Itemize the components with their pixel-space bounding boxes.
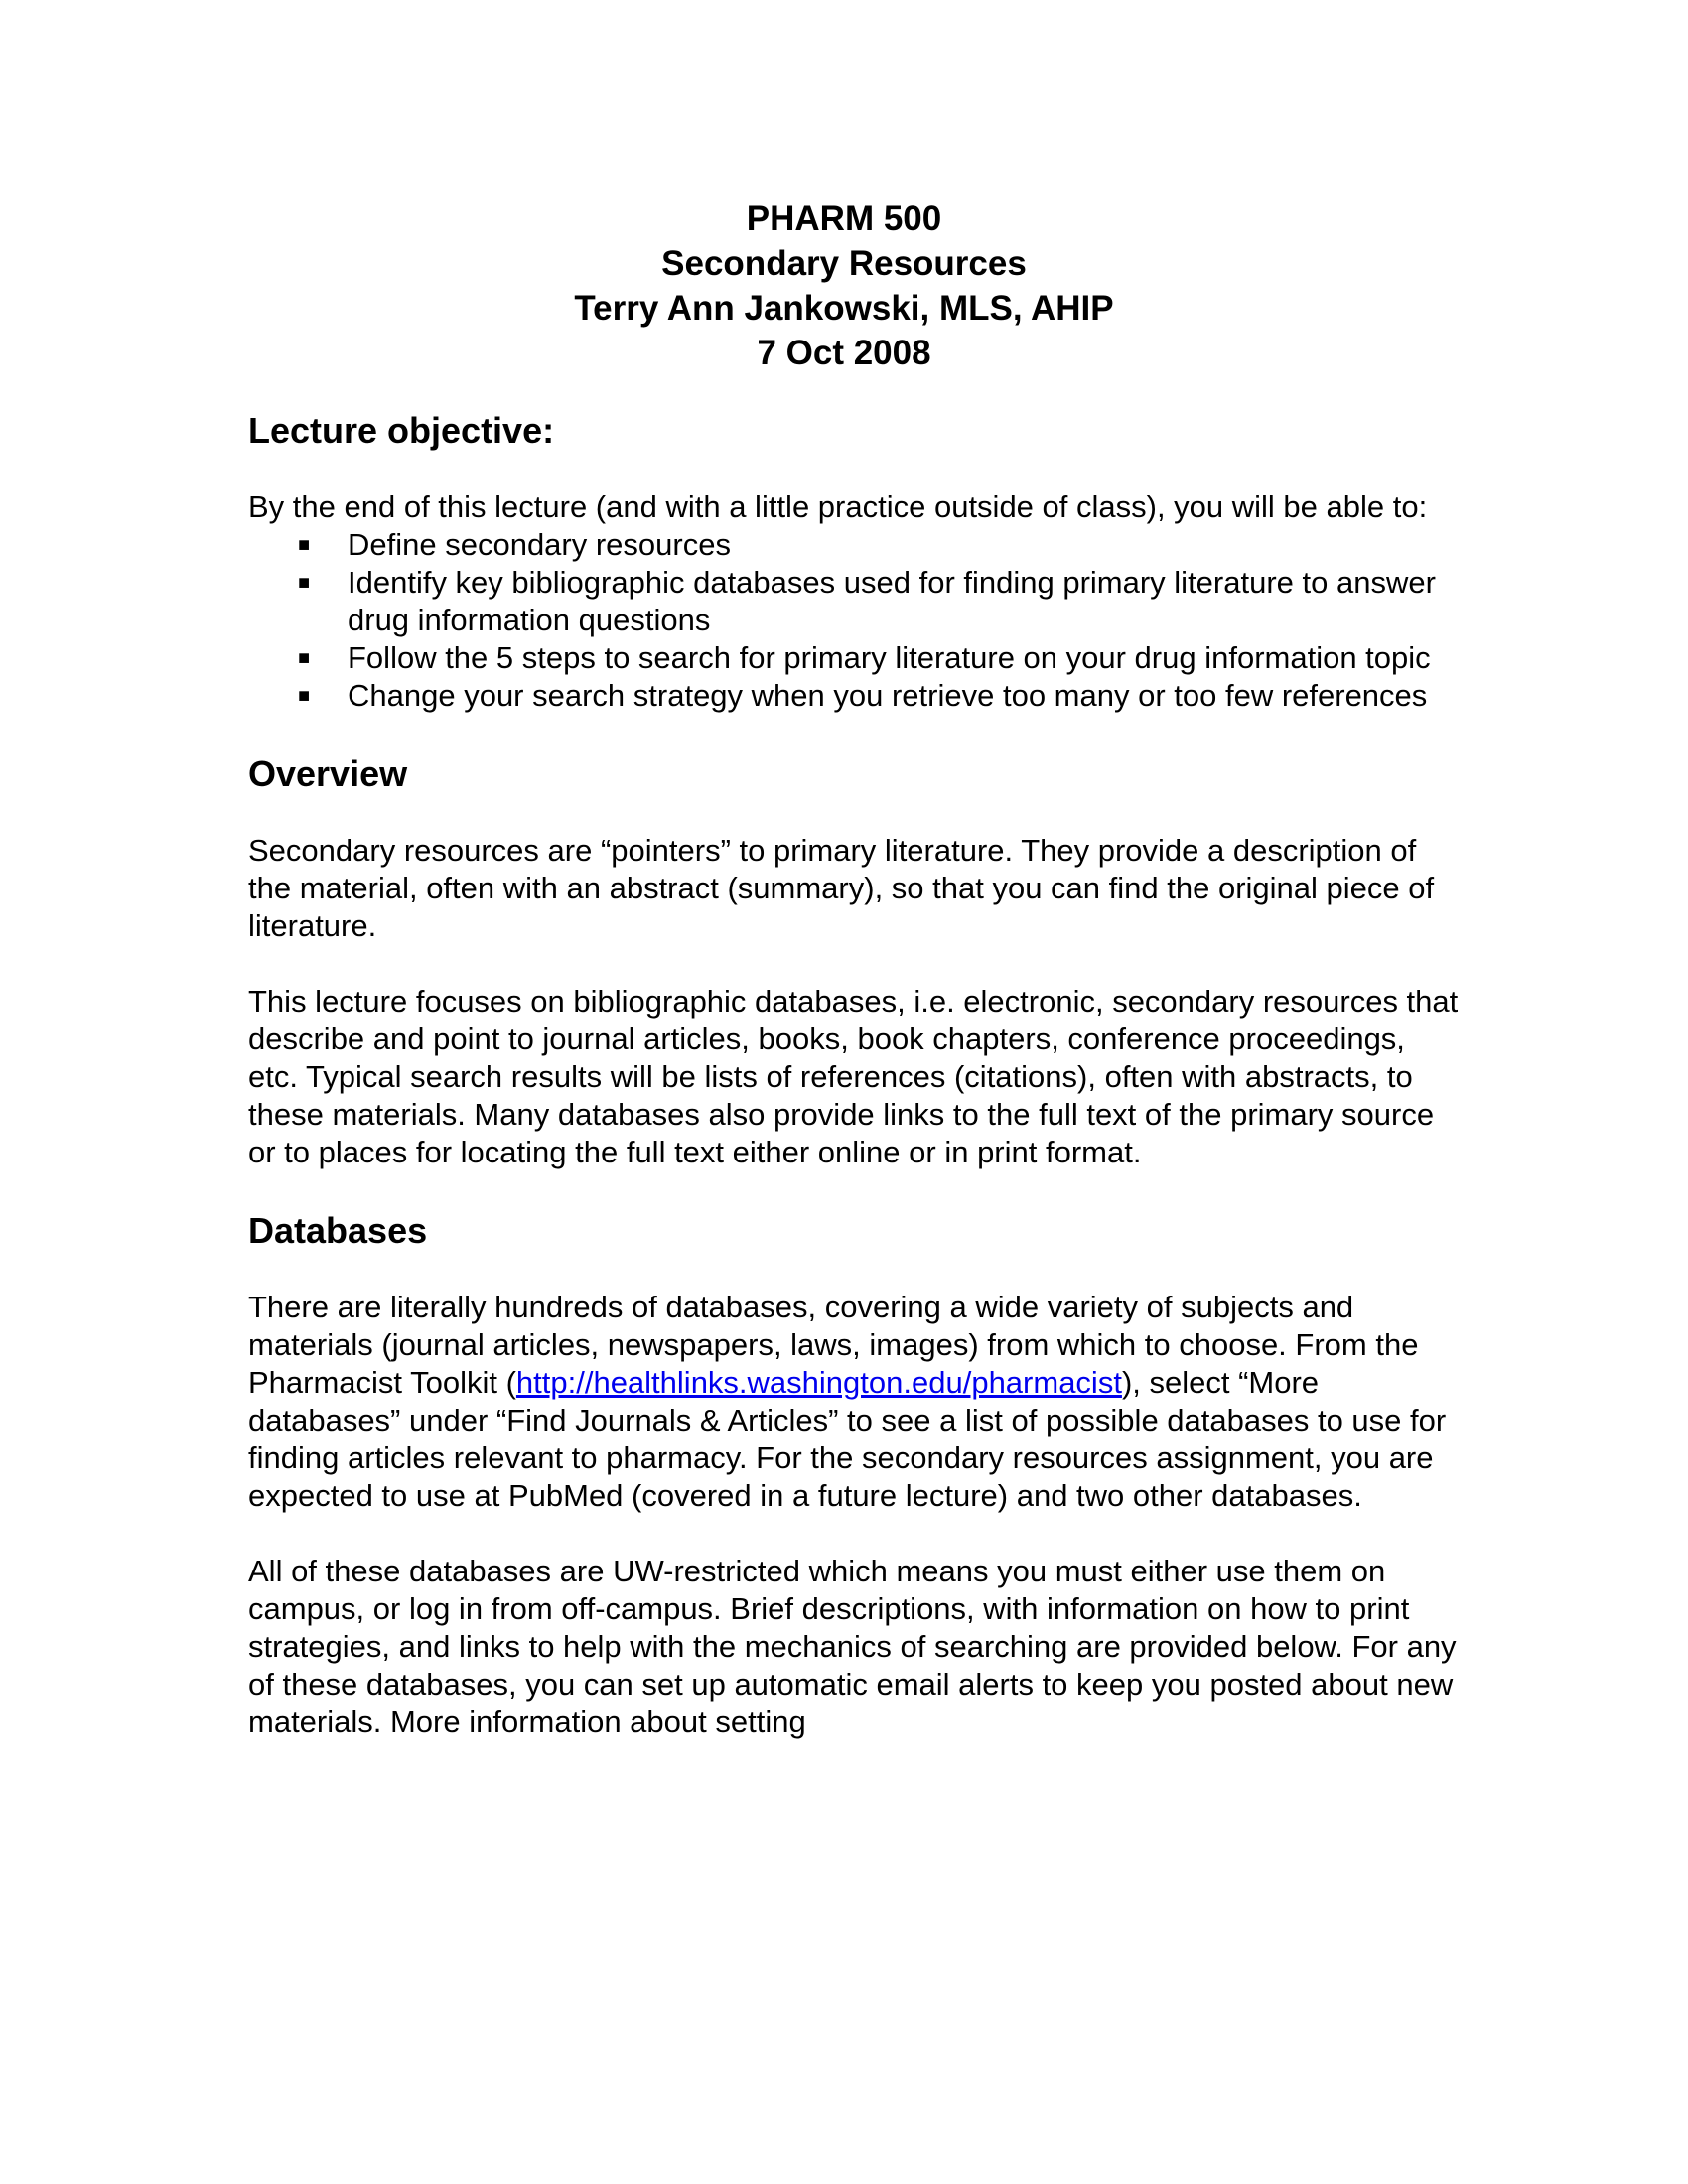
- lecture-date: 7 Oct 2008: [757, 334, 931, 372]
- objective-item: [298, 677, 1460, 715]
- objective-heading: Lecture objective:: [248, 410, 555, 451]
- overview-section: [248, 752, 1460, 1171]
- overview-paragraph: Secondary resources are “pointers” to primary literature. They provide a description of the material, often with an abstract (summary), so that you can find the original piece of literature.: [248, 833, 1435, 943]
- databases-heading: Databases: [248, 1210, 428, 1251]
- objective-intro: By the end of this lecture (and with a little practice outside of class), you will be able to:: [248, 489, 1428, 524]
- databases-text: ), select “More databases” under “Find Journals & Articles” to see a list of possible databases to use for finding articles relevant to pharmacy. For the secondary resources assignment, you are expected to use at PubMed (covered in a future lecture) and two other databases.: [248, 1365, 1447, 1513]
- objective-section: [248, 409, 1460, 715]
- databases-paragraph: [248, 1289, 1460, 1515]
- objective-item-text: Change your search strategy when you retrieve too many or too few references: [348, 678, 1428, 713]
- objective-list: [248, 526, 1460, 715]
- objective-item: [298, 564, 1460, 639]
- square-bullet-icon: ■: [298, 685, 311, 707]
- square-bullet-icon: ■: [298, 572, 311, 594]
- document-body: [248, 409, 1460, 1741]
- square-bullet-icon: ■: [298, 647, 311, 669]
- document-title-block: [0, 197, 1688, 375]
- objective-item-text: Define secondary resources: [348, 527, 731, 562]
- pharmacist-toolkit-link[interactable]: http://healthlinks.washington.edu/pharmacist: [515, 1365, 1122, 1400]
- databases-paragraph: All of these databases are UW-restricted which means you must either use them on campus, or log in from off-campus. Brief descriptions, with information on how to print strategies, and links to help with the mechanics of searching are provided below. For any of these databases, you can set up automatic email alerts to keep you posted about new materials. More information about setting: [248, 1554, 1457, 1739]
- objective-item-text: Identify key bibliographic databases used for finding primary literature to answer drug information questions: [348, 565, 1436, 637]
- objective-item-text: Follow the 5 steps to search for primary literature on your drug information topic: [348, 640, 1431, 675]
- objective-item: [298, 526, 1460, 564]
- square-bullet-icon: ■: [298, 534, 311, 556]
- lecture-title: Secondary Resources: [661, 244, 1027, 283]
- overview-heading: Overview: [248, 753, 408, 794]
- author-name: Terry Ann Jankowski, MLS, AHIP: [574, 289, 1114, 328]
- databases-section: [248, 1209, 1460, 1741]
- overview-paragraph: This lecture focuses on bibliographic databases, i.e. electronic, secondary resources that describe and point to journal articles, books, book chapters, conference proceedings, etc. Typical search results will be lists of references (citations), often with abstracts, to these materials. Many databases also provide links to the full text of the primary source or to places for locating the full text either online or in print format.: [248, 984, 1459, 1169]
- objective-item: [298, 639, 1460, 677]
- course-code: PHARM 500: [746, 200, 942, 238]
- databases-text: There are literally hundreds of databases, covering a wide variety of subjects and materials (journal articles, newspapers, laws, images) from which to choose. From the Pharmacist Toolkit (: [248, 1290, 1419, 1400]
